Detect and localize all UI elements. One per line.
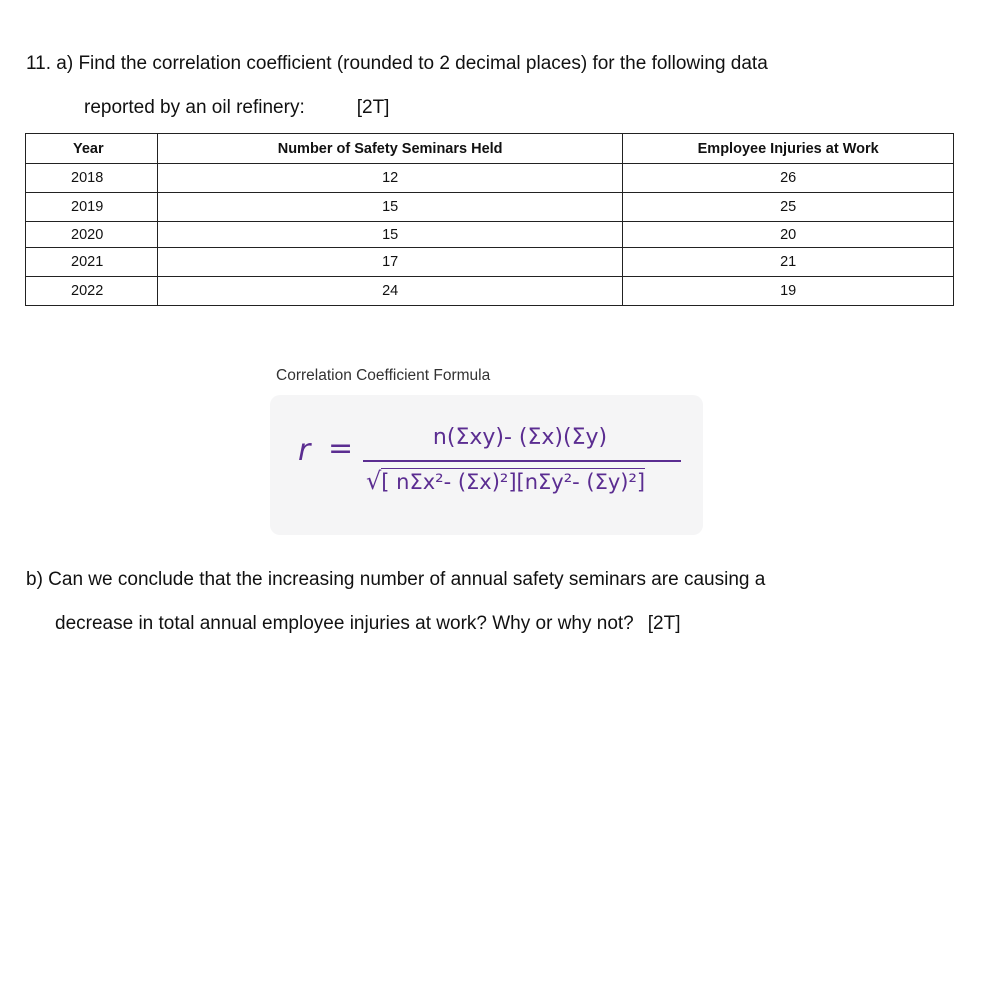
question-a-marks: [2T] [356, 97, 390, 118]
square-root-icon: √ [366, 467, 382, 495]
table-row [26, 222, 954, 248]
header-year: Year [26, 134, 158, 164]
question-b-marks: [2T] [647, 613, 681, 634]
table-row [26, 193, 954, 222]
table-row [26, 277, 954, 306]
cell-seminars: 24 [157, 277, 622, 306]
cell-year: 2022 [26, 277, 158, 306]
cell-year: 2019 [26, 193, 158, 222]
table-row [26, 248, 954, 277]
question-b-text: b) Can we conclude that the increasing number of annual safety seminars are causing a [26, 569, 766, 590]
cell-injuries: 26 [623, 164, 954, 193]
cell-injuries: 25 [623, 193, 954, 222]
formula-fraction-bar [363, 460, 681, 462]
cell-injuries: 21 [623, 248, 954, 277]
cell-year: 2020 [26, 222, 158, 248]
cell-seminars: 15 [157, 222, 622, 248]
header-seminars: Number of Safety Seminars Held [157, 134, 622, 164]
formula-image [270, 395, 703, 535]
question-b-continuation: decrease in total annual employee injuries at work? Why or why not? [55, 613, 634, 634]
question-b-text-line2 [55, 612, 680, 636]
formula-r-symbol: r [298, 433, 311, 468]
cell-year: 2021 [26, 248, 158, 277]
data-table [25, 133, 954, 306]
cell-injuries: 20 [623, 222, 954, 248]
cell-seminars: 12 [157, 164, 622, 193]
question-a-continuation: reported by an oil refinery: [84, 97, 305, 118]
table-row [26, 164, 954, 193]
cell-injuries: 19 [623, 277, 954, 306]
formula-caption: Correlation Coefficient Formula [276, 367, 491, 384]
formula-denominator-text: [ nΣx²- (Σx)²][nΣy²- (Σy)²] [381, 470, 646, 494]
formula-denominator [366, 467, 645, 495]
cell-year: 2018 [26, 164, 158, 193]
cell-seminars: 15 [157, 193, 622, 222]
question-a-text: 11. a) Find the correlation coefficient (rounded to 2 decimal places) for the following data [26, 53, 768, 74]
table-header-row [26, 134, 954, 164]
formula-numerator: n(Σxy)- (Σx)(Σy) [432, 425, 608, 450]
formula-equals: = [328, 431, 354, 466]
header-injuries: Employee Injuries at Work [623, 134, 954, 164]
cell-seminars: 17 [157, 248, 622, 277]
question-a-text-line2 [84, 96, 389, 120]
